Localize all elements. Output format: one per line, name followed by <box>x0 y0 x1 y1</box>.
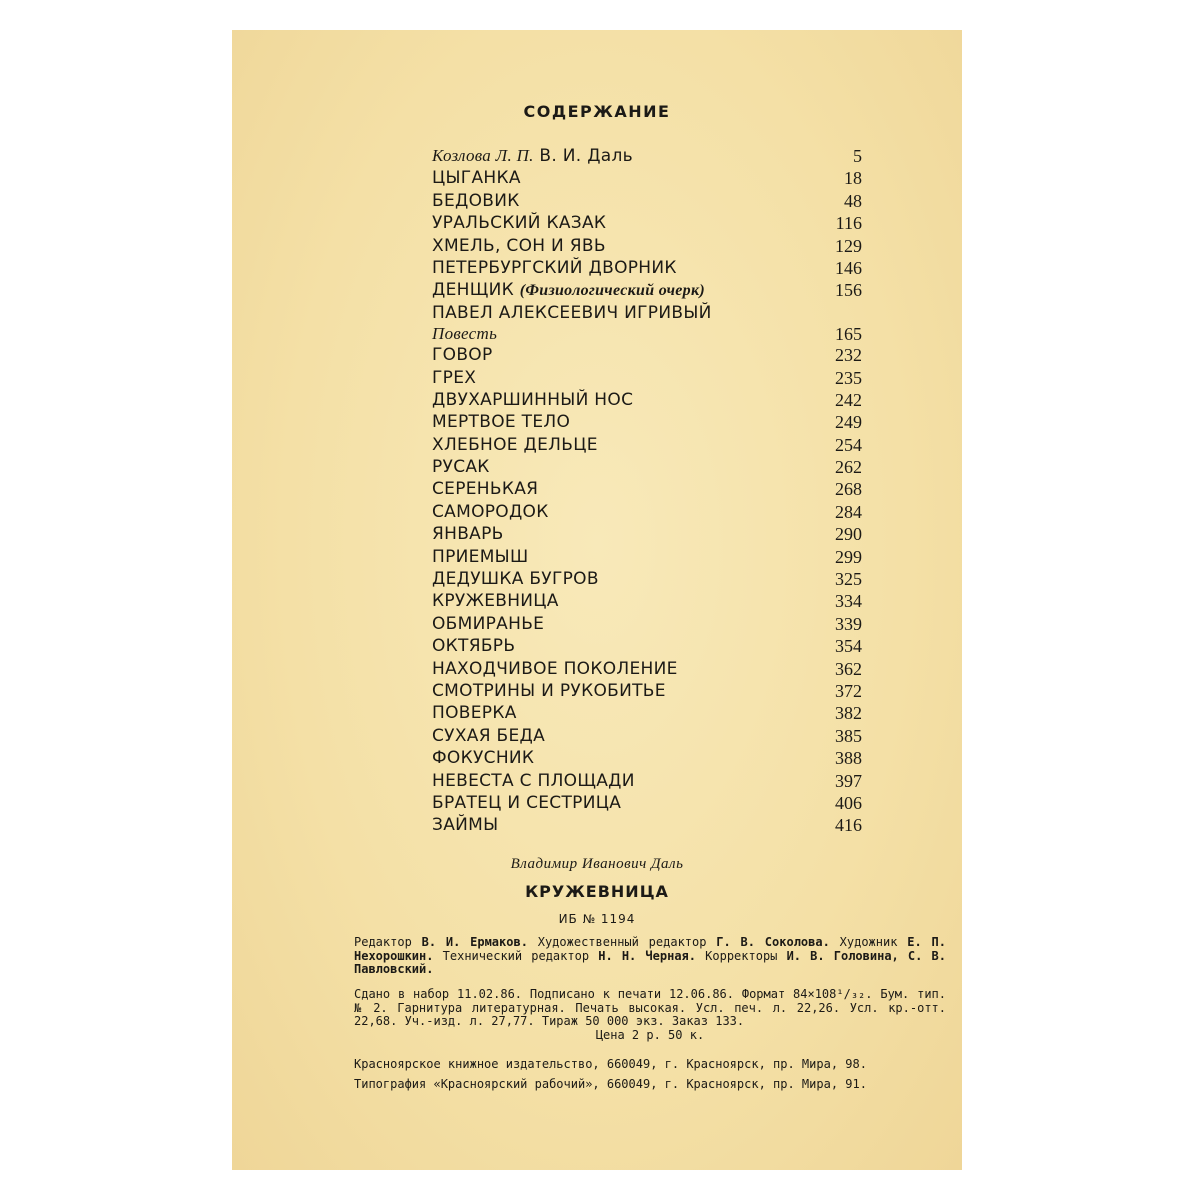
toc-entry-page: 116 <box>835 213 862 234</box>
toc-entry-page: 290 <box>835 524 862 545</box>
toc-entry-title <box>432 614 544 634</box>
toc-entry <box>432 747 862 769</box>
toc-entry-page: 406 <box>835 792 862 813</box>
imprint-title: КРУЖЕВНИЦА <box>525 882 669 901</box>
toc-entry-title-text: БЕДОВИК <box>432 190 520 211</box>
toc-entry-title <box>432 146 633 166</box>
toc-entry-title <box>432 502 549 522</box>
toc-entry-title-text: ПРИЕМЫШ <box>432 546 529 567</box>
toc-entry-page: 385 <box>835 725 862 746</box>
toc-entry-page: 382 <box>835 703 862 724</box>
toc-entry-title-text: ДЕНЩИК <box>432 280 514 301</box>
toc-entry <box>432 235 862 257</box>
toc-entry-title <box>432 368 476 388</box>
toc-entry-title-text: ПОВЕРКА <box>432 703 517 724</box>
toc-entry <box>432 792 862 814</box>
toc-entry-page: 48 <box>844 190 862 211</box>
toc-entry <box>432 190 862 212</box>
toc-entry <box>432 434 862 456</box>
toc-entry <box>432 478 862 500</box>
table-of-contents <box>432 145 862 837</box>
print-info: Сдано в набор 11.02.86. Подписано к печати 12.06.86. Формат 84×108¹/₃₂. Бум. тип. № 2. Гарнитура литературная. Печать высокая. Усл. печ. л. 22,26. Усл. кр.-отт. 22,68. Уч.-изд. л. 27,77. Тираж 50 000 экз. Заказ 133. <box>354 987 946 1028</box>
toc-entry <box>432 411 862 433</box>
toc-entry-title-text: ПАВЕЛ АЛЕКСЕЕВИЧ ИГРИВЫЙ <box>432 302 712 323</box>
toc-entry-title-text: ЯНВАРЬ <box>432 524 504 545</box>
editor-name: В. И. Ермаков. <box>421 935 528 949</box>
toc-entry-page: 397 <box>835 770 862 791</box>
toc-entry-title-text: ДЕДУШКА БУГРОВ <box>432 569 599 590</box>
toc-entry-title-text: ПЕТЕРБУРГСКИЙ ДВОРНИК <box>432 257 677 278</box>
toc-entry <box>432 501 862 523</box>
toc-entry <box>432 725 862 747</box>
toc-entry-title-text: МЕРТВОЕ ТЕЛО <box>432 412 571 433</box>
toc-entry-title <box>432 236 606 256</box>
imprint-ib-number: ИБ № 1194 <box>558 912 636 926</box>
toc-entry-title <box>432 168 521 188</box>
toc-entry-page: 268 <box>835 479 862 500</box>
toc-entry <box>432 680 862 702</box>
toc-entry-title-text: РУСАК <box>432 457 490 478</box>
toc-entry-title <box>432 815 498 835</box>
toc-entry-page: 18 <box>844 168 862 189</box>
toc-entry-page: 5 <box>853 146 862 166</box>
toc-entry-title-text: УРАЛЬСКИЙ КАЗАК <box>432 213 607 234</box>
toc-entry-title-text: ЦЫГАНКА <box>432 168 521 189</box>
toc-entry-title-text: СЕРЕНЬКАЯ <box>432 479 539 500</box>
toc-entry-page: 372 <box>835 680 862 701</box>
toc-entry-page: 388 <box>835 748 862 769</box>
toc-entry-title-text: ХЛЕБНОЕ ДЕЛЬЦЕ <box>432 434 598 455</box>
toc-entry <box>432 324 862 344</box>
toc-entry-title <box>432 636 515 656</box>
printer-line: Типография «Красноярский рабочий», 660049, г. Красноярск, пр. Мира, 91. <box>354 1077 867 1091</box>
toc-entry-title <box>432 457 490 477</box>
price: Цена 2 р. 50 к. <box>595 1027 705 1042</box>
art-editor-label: Художественный редактор <box>537 935 707 949</box>
toc-entry-title-text: КРУЖЕВНИЦА <box>432 591 559 612</box>
toc-entry <box>432 568 862 590</box>
toc-entry <box>432 212 862 234</box>
toc-entry-title-text: ОКТЯБРЬ <box>432 636 516 657</box>
toc-entry <box>432 367 862 389</box>
toc-entry <box>432 389 862 411</box>
toc-entry-title-text: НЕВЕСТА С ПЛОЩАДИ <box>432 770 635 791</box>
imprint-author: Владимир Иванович Даль <box>510 856 684 872</box>
toc-entry-title-text: ГРЕХ <box>432 367 477 388</box>
toc-entry-title-text: ОБМИРАНЬЕ <box>432 613 545 634</box>
toc-entry-page: 129 <box>835 235 862 256</box>
toc-entry <box>432 658 862 680</box>
toc-entry-title <box>432 569 599 589</box>
artist-label: Художник <box>839 935 898 949</box>
toc-entry-title <box>432 726 545 746</box>
toc-entry-page: 235 <box>835 367 862 388</box>
toc-entry <box>432 279 862 301</box>
toc-entry-title-text: ФОКУСНИК <box>432 748 535 769</box>
toc-entry-page: 249 <box>835 412 862 433</box>
toc-entry-title <box>432 345 493 365</box>
toc-entry-title-text: ДВУХАРШИННЫЙ НОС <box>432 389 634 410</box>
toc-entry-title <box>432 771 635 791</box>
toc-entry-title-text: СУХАЯ БЕДА <box>432 725 546 746</box>
toc-entry-title <box>432 258 677 278</box>
toc-entry-title <box>432 324 497 344</box>
toc-entry <box>432 613 862 635</box>
toc-entry <box>432 344 862 366</box>
publisher-block <box>354 1054 946 1094</box>
toc-entry-page: 146 <box>835 257 862 278</box>
toc-entry-page: 362 <box>835 658 862 679</box>
toc-entry-title <box>432 479 538 499</box>
toc-entry-page: 284 <box>835 501 862 522</box>
toc-entry-title-text: ЗАЙМЫ <box>432 815 499 836</box>
toc-entry-note: Повесть <box>432 324 498 344</box>
toc-entry-title <box>432 793 621 813</box>
toc-entry-title <box>432 191 520 211</box>
toc-entry-page: 156 <box>835 280 862 301</box>
toc-entry-title <box>432 412 570 432</box>
book-page <box>232 30 962 1170</box>
toc-entry <box>432 702 862 724</box>
toc-entry-title <box>432 280 705 300</box>
toc-entry-page: 416 <box>835 815 862 836</box>
toc-entry-title <box>432 435 598 455</box>
toc-entry <box>432 302 862 324</box>
toc-entry-page: 242 <box>835 389 862 410</box>
toc-entry-title <box>432 591 559 611</box>
toc-entry-page: 232 <box>835 345 862 366</box>
editor-label: Редактор <box>354 935 412 949</box>
artist-name: Е. П. Нехорошкин. <box>354 935 946 963</box>
tech-editor-name: Н. Н. Черная. <box>598 948 696 963</box>
toc-entry-page: 299 <box>835 546 862 567</box>
toc-entry <box>432 590 862 612</box>
art-editor-name: Г. В. Соколова. <box>716 935 830 949</box>
toc-entry-page: 339 <box>835 613 862 634</box>
toc-entry-title-text: БРАТЕЦ И СЕСТРИЦА <box>432 792 622 813</box>
toc-entry-title-text: В. И. Даль <box>539 146 633 166</box>
toc-entry <box>432 546 862 568</box>
publisher-line: Красноярское книжное издательство, 660049, г. Красноярск, пр. Мира, 98. <box>354 1057 867 1071</box>
toc-entry <box>432 145 862 167</box>
toc-entry <box>432 814 862 836</box>
toc-entry-page: 325 <box>835 569 862 590</box>
toc-entry <box>432 523 862 545</box>
toc-entry-page: 334 <box>835 591 862 612</box>
toc-entry <box>432 167 862 189</box>
toc-entry-title <box>432 213 606 233</box>
toc-entry-title <box>432 303 712 323</box>
toc-entry <box>432 257 862 279</box>
toc-heading: СОДЕРЖАНИЕ <box>523 102 671 121</box>
toc-entry <box>432 635 862 657</box>
toc-entry-subtitle: (Физиологический очерк) <box>519 282 706 300</box>
toc-entry-page: 354 <box>835 636 862 657</box>
toc-entry-title-text: САМОРОДОК <box>432 501 549 522</box>
toc-entry-title-text: НАХОДЧИВОЕ ПОКОЛЕНИЕ <box>432 658 678 679</box>
toc-entry-author: Козлова Л. П. <box>432 146 534 165</box>
toc-entry-title-text: ГОВОР <box>432 345 493 366</box>
toc-entry-title <box>432 524 504 544</box>
toc-entry-title <box>432 748 534 768</box>
toc-entry-page: 165 <box>835 324 862 345</box>
print-info-block <box>354 988 946 1042</box>
tech-editor-label: Технический редактор <box>442 948 590 963</box>
toc-entry-page: 262 <box>835 457 862 478</box>
toc-entry-title <box>432 681 666 701</box>
toc-entry-title <box>432 547 528 567</box>
toc-entry-title <box>432 390 633 410</box>
toc-entry <box>432 456 862 478</box>
toc-entry-title <box>432 659 678 679</box>
toc-entry-title-text: ХМЕЛЬ, СОН И ЯВЬ <box>432 235 606 256</box>
toc-entry-title-text: СМОТРИНЫ И РУКОБИТЬЕ <box>432 680 666 701</box>
toc-entry-title <box>432 703 517 723</box>
correctors-label: Корректоры <box>705 948 778 963</box>
toc-entry <box>432 770 862 792</box>
toc-entry-page: 254 <box>835 434 862 455</box>
credits-block <box>354 936 946 977</box>
correctors-names: И. В. Головина, С. В. Павловский. <box>354 948 946 976</box>
